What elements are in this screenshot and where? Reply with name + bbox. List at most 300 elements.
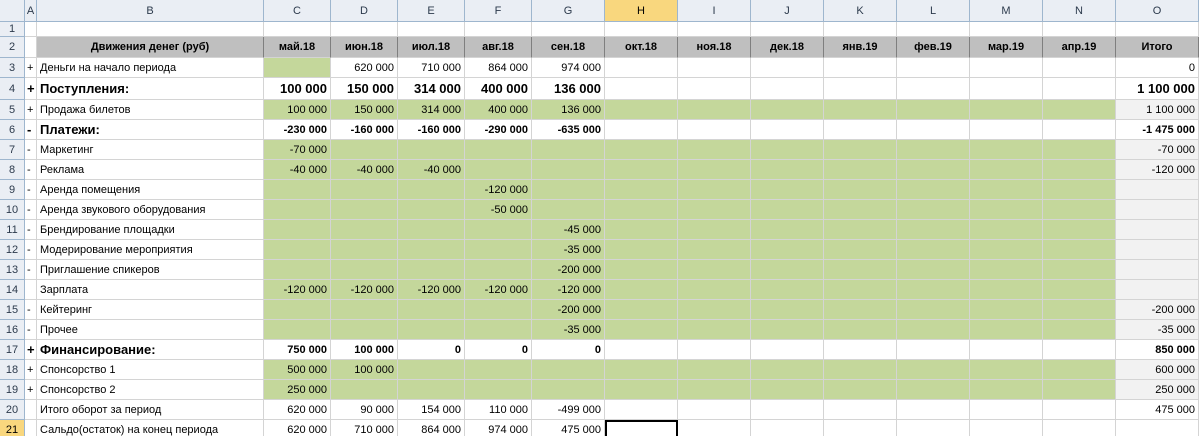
value-cell[interactable]: 136 000: [532, 78, 605, 100]
value-cell[interactable]: [897, 240, 970, 260]
row-header-10[interactable]: 10: [0, 200, 25, 220]
value-cell[interactable]: [465, 320, 532, 340]
value-cell[interactable]: [897, 400, 970, 420]
row-header-4[interactable]: 4: [0, 78, 25, 100]
row-header-15[interactable]: 15: [0, 300, 25, 320]
row-sign-cell[interactable]: +: [25, 340, 37, 360]
value-cell[interactable]: [824, 220, 897, 240]
value-cell[interactable]: [605, 380, 678, 400]
total-cell[interactable]: [1116, 200, 1199, 220]
value-cell[interactable]: 314 000: [398, 78, 465, 100]
value-cell[interactable]: [465, 360, 532, 380]
value-cell[interactable]: [1043, 58, 1116, 78]
row-header-19[interactable]: 19: [0, 380, 25, 400]
value-cell[interactable]: [897, 160, 970, 180]
value-cell[interactable]: [751, 420, 824, 436]
row-label-cell[interactable]: Финансирование:: [37, 340, 264, 360]
row-header-13[interactable]: 13: [0, 260, 25, 280]
value-cell[interactable]: -230 000: [264, 120, 331, 140]
column-header-i[interactable]: I: [678, 0, 751, 22]
value-cell[interactable]: [751, 360, 824, 380]
value-cell[interactable]: [970, 140, 1043, 160]
value-cell[interactable]: 314 000: [398, 100, 465, 120]
value-cell[interactable]: [970, 400, 1043, 420]
cell[interactable]: [897, 22, 970, 37]
value-cell[interactable]: [970, 100, 1043, 120]
value-cell[interactable]: [897, 220, 970, 240]
value-cell[interactable]: [398, 240, 465, 260]
row-label-cell[interactable]: Прочее: [37, 320, 264, 340]
value-cell[interactable]: 136 000: [532, 100, 605, 120]
value-cell[interactable]: 100 000: [331, 340, 398, 360]
total-cell[interactable]: 0: [1116, 58, 1199, 78]
cell[interactable]: [678, 22, 751, 37]
row-label-cell[interactable]: Итого оборот за период: [37, 400, 264, 420]
row-sign-cell[interactable]: -: [25, 200, 37, 220]
row-label-cell[interactable]: Сальдо(остаток) на конец периода: [37, 420, 264, 436]
row-label-cell[interactable]: Приглашение спикеров: [37, 260, 264, 280]
value-cell[interactable]: -70 000: [264, 140, 331, 160]
row-label-cell[interactable]: Модерирование мероприятия: [37, 240, 264, 260]
row-header-5[interactable]: 5: [0, 100, 25, 120]
cell[interactable]: [970, 22, 1043, 37]
value-cell[interactable]: 400 000: [465, 78, 532, 100]
value-cell[interactable]: [331, 140, 398, 160]
row-label-cell[interactable]: Реклама: [37, 160, 264, 180]
value-cell[interactable]: [605, 280, 678, 300]
value-cell[interactable]: -499 000: [532, 400, 605, 420]
value-cell[interactable]: 750 000: [264, 340, 331, 360]
value-cell[interactable]: [1043, 78, 1116, 100]
value-cell[interactable]: [532, 140, 605, 160]
value-cell[interactable]: [398, 320, 465, 340]
value-cell[interactable]: [897, 360, 970, 380]
value-cell[interactable]: [678, 180, 751, 200]
column-header-m[interactable]: M: [970, 0, 1043, 22]
row-label-cell[interactable]: Брендирование площадки: [37, 220, 264, 240]
value-cell[interactable]: [678, 280, 751, 300]
row-header-3[interactable]: 3: [0, 58, 25, 78]
row-sign-cell[interactable]: +: [25, 100, 37, 120]
header-month-cell[interactable]: авг.18: [465, 37, 532, 58]
cell[interactable]: [1116, 22, 1199, 37]
row-header-14[interactable]: 14: [0, 280, 25, 300]
value-cell[interactable]: 154 000: [398, 400, 465, 420]
value-cell[interactable]: 710 000: [398, 58, 465, 78]
value-cell[interactable]: [751, 58, 824, 78]
value-cell[interactable]: [398, 200, 465, 220]
value-cell[interactable]: [1043, 120, 1116, 140]
value-cell[interactable]: 864 000: [398, 420, 465, 436]
header-month-cell[interactable]: апр.19: [1043, 37, 1116, 58]
value-cell[interactable]: [398, 380, 465, 400]
row-sign-cell[interactable]: -: [25, 220, 37, 240]
value-cell[interactable]: [605, 320, 678, 340]
value-cell[interactable]: [751, 100, 824, 120]
header-month-cell[interactable]: фев.19: [897, 37, 970, 58]
total-cell[interactable]: [1116, 220, 1199, 240]
value-cell[interactable]: [465, 140, 532, 160]
value-cell[interactable]: 620 000: [331, 58, 398, 78]
row-header-17[interactable]: 17: [0, 340, 25, 360]
row-label-cell[interactable]: Аренда помещения: [37, 180, 264, 200]
value-cell[interactable]: [1043, 380, 1116, 400]
cell[interactable]: [465, 22, 532, 37]
value-cell[interactable]: [824, 380, 897, 400]
value-cell[interactable]: [1043, 300, 1116, 320]
value-cell[interactable]: [605, 200, 678, 220]
value-cell[interactable]: 90 000: [331, 400, 398, 420]
value-cell[interactable]: [678, 140, 751, 160]
value-cell[interactable]: [331, 300, 398, 320]
value-cell[interactable]: [605, 220, 678, 240]
value-cell[interactable]: [605, 340, 678, 360]
value-cell[interactable]: [970, 340, 1043, 360]
value-cell[interactable]: [897, 120, 970, 140]
value-cell[interactable]: 500 000: [264, 360, 331, 380]
value-cell[interactable]: [605, 300, 678, 320]
row-header-6[interactable]: 6: [0, 120, 25, 140]
value-cell[interactable]: [824, 360, 897, 380]
value-cell[interactable]: [824, 420, 897, 436]
total-cell[interactable]: 250 000: [1116, 380, 1199, 400]
value-cell[interactable]: [824, 78, 897, 100]
value-cell[interactable]: [751, 120, 824, 140]
value-cell[interactable]: [465, 380, 532, 400]
value-cell[interactable]: [331, 200, 398, 220]
total-cell[interactable]: 850 000: [1116, 340, 1199, 360]
value-cell[interactable]: [970, 300, 1043, 320]
value-cell[interactable]: [678, 340, 751, 360]
value-cell[interactable]: [970, 78, 1043, 100]
row-sign-cell[interactable]: -: [25, 300, 37, 320]
row-header-7[interactable]: 7: [0, 140, 25, 160]
value-cell[interactable]: [970, 180, 1043, 200]
column-header-c[interactable]: C: [264, 0, 331, 22]
cell[interactable]: [25, 37, 37, 58]
value-cell[interactable]: [331, 260, 398, 280]
value-cell[interactable]: [897, 260, 970, 280]
row-label-cell[interactable]: Аренда звукового оборудования: [37, 200, 264, 220]
value-cell[interactable]: 100 000: [264, 100, 331, 120]
value-cell[interactable]: [264, 180, 331, 200]
value-cell[interactable]: [605, 260, 678, 280]
total-cell[interactable]: [1116, 240, 1199, 260]
value-cell[interactable]: [465, 160, 532, 180]
value-cell[interactable]: [1043, 240, 1116, 260]
cell[interactable]: [25, 22, 37, 37]
header-month-cell[interactable]: сен.18: [532, 37, 605, 58]
cell[interactable]: [398, 22, 465, 37]
value-cell[interactable]: [897, 180, 970, 200]
value-cell[interactable]: -50 000: [465, 200, 532, 220]
value-cell[interactable]: [897, 78, 970, 100]
header-month-cell[interactable]: июн.18: [331, 37, 398, 58]
total-cell[interactable]: -1 475 000: [1116, 120, 1199, 140]
value-cell[interactable]: 0: [465, 340, 532, 360]
cell[interactable]: [37, 22, 264, 37]
row-sign-cell[interactable]: -: [25, 120, 37, 140]
value-cell[interactable]: [678, 160, 751, 180]
value-cell[interactable]: [897, 320, 970, 340]
cell[interactable]: [751, 22, 824, 37]
value-cell[interactable]: [1043, 260, 1116, 280]
row-sign-cell[interactable]: +: [25, 78, 37, 100]
value-cell[interactable]: [678, 380, 751, 400]
value-cell[interactable]: [970, 320, 1043, 340]
value-cell[interactable]: -200 000: [532, 300, 605, 320]
row-header-1[interactable]: 1: [0, 22, 25, 37]
value-cell[interactable]: -45 000: [532, 220, 605, 240]
value-cell[interactable]: [751, 200, 824, 220]
value-cell[interactable]: -160 000: [398, 120, 465, 140]
value-cell[interactable]: [970, 160, 1043, 180]
value-cell[interactable]: -40 000: [398, 160, 465, 180]
value-cell[interactable]: [897, 280, 970, 300]
value-cell[interactable]: [824, 300, 897, 320]
row-label-cell[interactable]: Спонсорство 2: [37, 380, 264, 400]
value-cell[interactable]: [824, 160, 897, 180]
total-cell[interactable]: [1116, 420, 1199, 436]
header-month-cell[interactable]: окт.18: [605, 37, 678, 58]
value-cell[interactable]: [678, 260, 751, 280]
value-cell[interactable]: [331, 240, 398, 260]
cell[interactable]: [1043, 22, 1116, 37]
row-sign-cell[interactable]: +: [25, 380, 37, 400]
value-cell[interactable]: [331, 380, 398, 400]
value-cell[interactable]: [678, 120, 751, 140]
value-cell[interactable]: [897, 200, 970, 220]
row-label-cell[interactable]: Зарплата: [37, 280, 264, 300]
row-sign-cell[interactable]: [25, 280, 37, 300]
value-cell[interactable]: 100 000: [264, 78, 331, 100]
value-cell[interactable]: [824, 140, 897, 160]
value-cell[interactable]: [532, 380, 605, 400]
total-cell[interactable]: [1116, 180, 1199, 200]
value-cell[interactable]: [1043, 400, 1116, 420]
value-cell[interactable]: [398, 180, 465, 200]
value-cell[interactable]: -290 000: [465, 120, 532, 140]
total-cell[interactable]: -200 000: [1116, 300, 1199, 320]
value-cell[interactable]: [264, 240, 331, 260]
value-cell[interactable]: [678, 420, 751, 436]
value-cell[interactable]: 475 000: [532, 420, 605, 436]
row-header-9[interactable]: 9: [0, 180, 25, 200]
value-cell[interactable]: -120 000: [465, 280, 532, 300]
row-header-21[interactable]: 21: [0, 420, 25, 436]
value-cell[interactable]: [605, 78, 678, 100]
value-cell[interactable]: [1043, 100, 1116, 120]
value-cell[interactable]: [970, 58, 1043, 78]
value-cell[interactable]: [824, 200, 897, 220]
value-cell[interactable]: 0: [532, 340, 605, 360]
value-cell[interactable]: 974 000: [465, 420, 532, 436]
value-cell[interactable]: 400 000: [465, 100, 532, 120]
value-cell[interactable]: [264, 200, 331, 220]
row-label-cell[interactable]: Продажа билетов: [37, 100, 264, 120]
cell[interactable]: [532, 22, 605, 37]
value-cell[interactable]: -120 000: [331, 280, 398, 300]
row-label-cell[interactable]: Поступления:: [37, 78, 264, 100]
column-header-d[interactable]: D: [331, 0, 398, 22]
value-cell[interactable]: 150 000: [331, 100, 398, 120]
column-header-b[interactable]: B: [37, 0, 264, 22]
value-cell[interactable]: [824, 240, 897, 260]
value-cell[interactable]: [532, 200, 605, 220]
value-cell[interactable]: [824, 280, 897, 300]
cell[interactable]: [605, 22, 678, 37]
value-cell[interactable]: [605, 400, 678, 420]
value-cell[interactable]: [465, 220, 532, 240]
value-cell[interactable]: -120 000: [532, 280, 605, 300]
value-cell[interactable]: -40 000: [264, 160, 331, 180]
value-cell[interactable]: [605, 180, 678, 200]
value-cell[interactable]: [678, 360, 751, 380]
value-cell[interactable]: [897, 420, 970, 436]
value-cell[interactable]: [398, 140, 465, 160]
column-header-g[interactable]: G: [532, 0, 605, 22]
value-cell[interactable]: [897, 58, 970, 78]
value-cell[interactable]: 864 000: [465, 58, 532, 78]
value-cell[interactable]: -40 000: [331, 160, 398, 180]
header-month-cell[interactable]: янв.19: [824, 37, 897, 58]
row-header-16[interactable]: 16: [0, 320, 25, 340]
value-cell[interactable]: [605, 100, 678, 120]
value-cell[interactable]: [751, 160, 824, 180]
value-cell[interactable]: [678, 200, 751, 220]
row-sign-cell[interactable]: -: [25, 140, 37, 160]
value-cell[interactable]: 110 000: [465, 400, 532, 420]
row-header-12[interactable]: 12: [0, 240, 25, 260]
value-cell[interactable]: [1043, 160, 1116, 180]
value-cell[interactable]: [970, 380, 1043, 400]
value-cell[interactable]: [678, 400, 751, 420]
row-sign-cell[interactable]: -: [25, 160, 37, 180]
header-month-cell[interactable]: июл.18: [398, 37, 465, 58]
header-month-cell[interactable]: май.18: [264, 37, 331, 58]
value-cell[interactable]: [897, 340, 970, 360]
value-cell[interactable]: [532, 180, 605, 200]
value-cell[interactable]: [264, 220, 331, 240]
select-all-corner[interactable]: [0, 0, 25, 22]
value-cell[interactable]: 250 000: [264, 380, 331, 400]
value-cell[interactable]: [465, 300, 532, 320]
row-sign-cell[interactable]: [25, 420, 37, 436]
value-cell[interactable]: -35 000: [532, 240, 605, 260]
value-cell[interactable]: [897, 380, 970, 400]
column-header-k[interactable]: K: [824, 0, 897, 22]
row-label-cell[interactable]: Платежи:: [37, 120, 264, 140]
value-cell[interactable]: [331, 320, 398, 340]
row-sign-cell[interactable]: -: [25, 240, 37, 260]
value-cell[interactable]: [678, 220, 751, 240]
value-cell[interactable]: [970, 260, 1043, 280]
value-cell[interactable]: 620 000: [264, 420, 331, 436]
value-cell[interactable]: [605, 160, 678, 180]
value-cell[interactable]: [824, 340, 897, 360]
column-header-a[interactable]: A: [25, 0, 37, 22]
value-cell[interactable]: [824, 120, 897, 140]
value-cell[interactable]: [605, 240, 678, 260]
total-cell[interactable]: -70 000: [1116, 140, 1199, 160]
value-cell[interactable]: [751, 140, 824, 160]
value-cell[interactable]: [398, 360, 465, 380]
value-cell[interactable]: 0: [398, 340, 465, 360]
value-cell[interactable]: [398, 220, 465, 240]
value-cell[interactable]: [1043, 420, 1116, 436]
value-cell[interactable]: [1043, 320, 1116, 340]
value-cell[interactable]: [970, 280, 1043, 300]
value-cell[interactable]: 710 000: [331, 420, 398, 436]
value-cell[interactable]: [897, 100, 970, 120]
value-cell[interactable]: [1043, 140, 1116, 160]
row-header-20[interactable]: 20: [0, 400, 25, 420]
value-cell[interactable]: [751, 400, 824, 420]
value-cell[interactable]: [824, 180, 897, 200]
column-header-e[interactable]: E: [398, 0, 465, 22]
header-label-cell[interactable]: Движения денег (руб): [37, 37, 264, 58]
value-cell[interactable]: [605, 420, 678, 436]
value-cell[interactable]: [751, 300, 824, 320]
value-cell[interactable]: [331, 220, 398, 240]
value-cell[interactable]: [1043, 200, 1116, 220]
header-total-cell[interactable]: Итого: [1116, 37, 1199, 58]
value-cell[interactable]: [1043, 180, 1116, 200]
value-cell[interactable]: [264, 320, 331, 340]
value-cell[interactable]: [970, 240, 1043, 260]
total-cell[interactable]: 600 000: [1116, 360, 1199, 380]
header-month-cell[interactable]: ноя.18: [678, 37, 751, 58]
value-cell[interactable]: [751, 280, 824, 300]
value-cell[interactable]: [605, 140, 678, 160]
header-month-cell[interactable]: дек.18: [751, 37, 824, 58]
row-label-cell[interactable]: Деньги на начало периода: [37, 58, 264, 78]
row-sign-cell[interactable]: +: [25, 360, 37, 380]
value-cell[interactable]: [532, 360, 605, 380]
row-header-11[interactable]: 11: [0, 220, 25, 240]
column-header-l[interactable]: L: [897, 0, 970, 22]
header-month-cell[interactable]: мар.19: [970, 37, 1043, 58]
value-cell[interactable]: -120 000: [264, 280, 331, 300]
column-header-j[interactable]: J: [751, 0, 824, 22]
total-cell[interactable]: [1116, 260, 1199, 280]
cell[interactable]: [331, 22, 398, 37]
value-cell[interactable]: 100 000: [331, 360, 398, 380]
value-cell[interactable]: [824, 58, 897, 78]
value-cell[interactable]: [605, 120, 678, 140]
value-cell[interactable]: [1043, 220, 1116, 240]
value-cell[interactable]: [678, 100, 751, 120]
value-cell[interactable]: [1043, 280, 1116, 300]
value-cell[interactable]: [1043, 360, 1116, 380]
value-cell[interactable]: -160 000: [331, 120, 398, 140]
row-header-8[interactable]: 8: [0, 160, 25, 180]
total-cell[interactable]: 1 100 000: [1116, 100, 1199, 120]
value-cell[interactable]: [824, 320, 897, 340]
value-cell[interactable]: [398, 300, 465, 320]
row-sign-cell[interactable]: -: [25, 180, 37, 200]
value-cell[interactable]: 620 000: [264, 400, 331, 420]
cell[interactable]: [824, 22, 897, 37]
value-cell[interactable]: 974 000: [532, 58, 605, 78]
row-label-cell[interactable]: Спонсорство 1: [37, 360, 264, 380]
value-cell[interactable]: [751, 320, 824, 340]
value-cell[interactable]: [678, 300, 751, 320]
row-sign-cell[interactable]: -: [25, 320, 37, 340]
value-cell[interactable]: [751, 180, 824, 200]
row-sign-cell[interactable]: [25, 400, 37, 420]
value-cell[interactable]: [678, 78, 751, 100]
